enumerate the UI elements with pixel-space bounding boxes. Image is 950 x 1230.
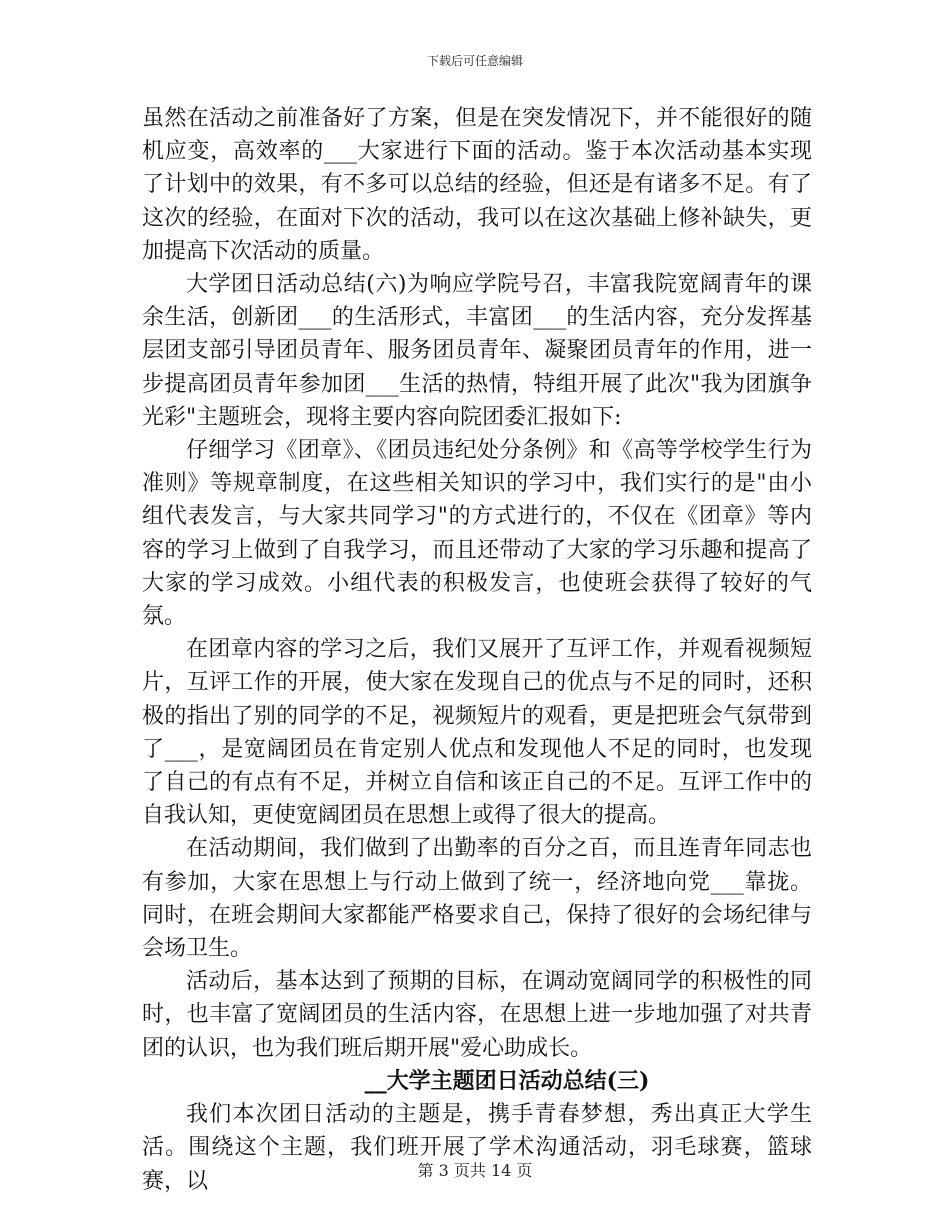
section-heading: __大学主题团日活动总结(三) xyxy=(364,1067,650,1094)
paragraph-6: 活动后，基本达到了预期的目标，在调动宽阔同学的积极性的同时，也丰富了宽阔团员的生活内容，在思想上进一步地加强了对共青团的认识，也为我们班后期开展"爱心助成长。 xyxy=(142,969,812,1061)
document-body xyxy=(142,102,812,1198)
paragraph-3: 仔细学习《团章》、《团员违纪处分条例》和《高等学校学生行为准则》等规章制度，在这些相关知识的学习中，我们实行的是"由小组代表发言，与大家共同学习"的方式进行的，不仅在《团章》等内容的学习上做到了自我学习，而且还带动了大家的学习乐趣和提高了大家的学习成效。小组代表的积极发言，也使班会获得了较好的气氛。 xyxy=(142,438,812,630)
page-number: 第 3 页共 14 页 xyxy=(417,1161,533,1180)
paragraph-5: 在活动期间，我们做到了出勤率的百分之百，而且连青年同志也有参加，大家在思想上与行动上做到了统一，经济地向党___靠拢。同时，在班会期间大家都能严格要求自己，保持了很好的会场纪律与会场卫生。 xyxy=(142,836,812,962)
paragraph-1: 虽然在活动之前准备好了方案，但是在突发情况下，并不能很好的随机应变，高效率的___大家进行下面的活动。鉴于本次活动基本实现了计划中的效果，有不多可以总结的经验，但还是有诸多不足。有了这次的经验，在面对下次的活动，我可以在这次基础上修补缺失，更加提高下次活动的质量。 xyxy=(142,106,812,264)
paragraph-2: 大学团日活动总结(六)为响应学院号召，丰富我院宽阔青年的课余生活，创新团___的生活形式，丰富团___的生活内容，充分发挥基层团支部引导团员青年、服务团员青年、凝聚团员青年的作用，进一步提高团员青年参加团___生活的热情，特组开展了此次"我为团旗争光彩"主题班会，现将主要内容向院团委汇报如下: xyxy=(142,272,812,430)
paragraph-7: 我们本次团日活动的主题是，携手青春梦想，秀出真正大学生活。围绕这个主题，我们班开展了学术沟通活动，羽毛球赛，篮球赛，以 xyxy=(142,1102,812,1194)
paragraph-4: 在团章内容的学习之后，我们又展开了互评工作，并观看视频短片，互评工作的开展，使大家在发现自己的优点与不足的同时，还积极的指出了别的同学的不足，视频短片的观看，更是把班会气氛带到了___，是宽阔团员在肯定别人优点和发现他人不足的同时，也发现了自己的有点有不足，并树立自信和该正自己的不足。互评工作中的自我认知，更使宽阔团员在思想上或得了很大的提高。 xyxy=(142,637,812,829)
page-header-note: 下载后可任意编辑 xyxy=(426,54,523,68)
